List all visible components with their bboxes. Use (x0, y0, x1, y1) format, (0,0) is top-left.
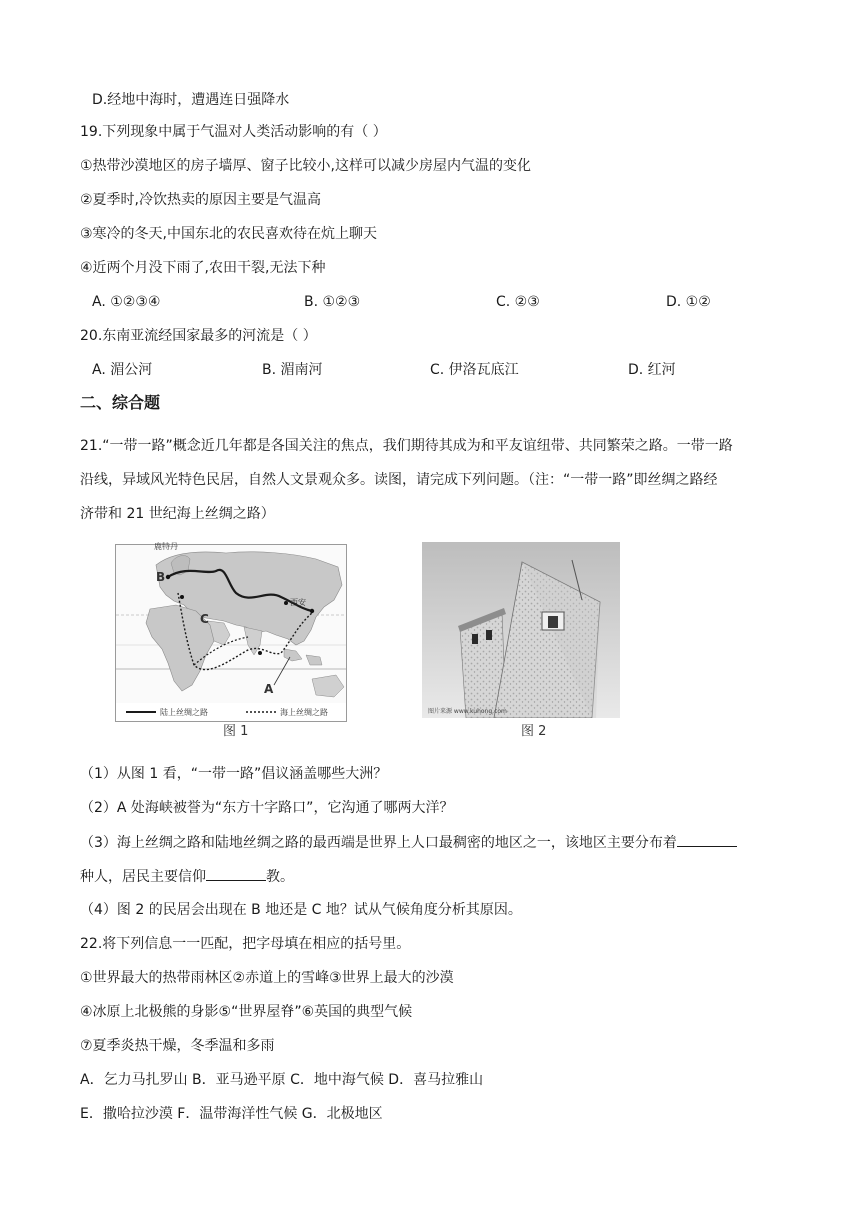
legend-land-route: 陆上丝绸之路 (160, 708, 208, 717)
q19-item-3: ③寒冷的冬天,中国东北的农民喜欢待在炕上聊天 (80, 226, 377, 242)
q21-sub-3-text: （3）海上丝绸之路和陆地丝绸之路的最西端是世界上人口最稠密的地区之一，该地区主要分布着 (80, 835, 677, 851)
q22-choices-line-2: E．撒哈拉沙漠 F．温带海洋性气候 G．北极地区 (80, 1106, 383, 1122)
q19-option-b[interactable]: B. ①②③ (304, 294, 361, 310)
q19-option-d[interactable]: D. ①② (666, 294, 711, 310)
q19-option-c[interactable]: C. ②③ (496, 294, 540, 310)
map-label-rotterdam: 鹿特丹 (154, 542, 178, 551)
figure-2-photo (422, 542, 620, 718)
legend-sea-route: 海上丝绸之路 (280, 708, 328, 717)
q19-item-2: ②夏季时,冷饮热卖的原因主要是气温高 (80, 192, 321, 208)
q22-items-line-1: ①世界最大的热带雨林区②赤道上的雪峰③世界上最大的沙漠 (80, 970, 454, 986)
q20-options (0, 360, 860, 380)
q22-items-line-2: ④冰原上北极熊的身影⑤“世界屋脊”⑥英国的典型气候 (80, 1004, 413, 1020)
q20-option-a[interactable]: A. 湄公河 (92, 362, 153, 378)
q20-option-b[interactable]: B. 湄南河 (262, 362, 323, 378)
q22-items-line-3: ⑦夏季炎热干燥，冬季温和多雨 (80, 1038, 275, 1054)
q20-option-d[interactable]: D. 红河 (628, 362, 676, 378)
q22-stem: 22.将下列信息一一匹配，把字母填在相应的括号里。 (80, 936, 411, 952)
figure-2-caption: 图 2 (521, 724, 547, 739)
answer-blank-religion[interactable] (206, 866, 266, 881)
q21-sub-3-line-1 (80, 832, 737, 853)
dwelling-photo (422, 542, 620, 718)
answer-blank-race[interactable] (677, 832, 737, 847)
q19-item-4: ④近两个月没下雨了,农田干裂,无法下种 (80, 260, 326, 276)
q21-sub-3-race-text: 种人，居民主要信仰 (80, 869, 206, 885)
q19-options (0, 292, 860, 312)
map-label-xian: 西安 (290, 598, 306, 607)
figure-1-caption: 图 1 (223, 724, 249, 739)
q21-sub-2: （2）A 处海峡被誉为“东方十字路口”，它沟通了哪两大洋？ (80, 800, 454, 816)
q22-choices-line-1: A．乞力马扎罗山 B．亚马逊平原 C．地中海气候 D．喜马拉雅山 (80, 1072, 484, 1088)
q21-stem-line-3: 济带和 21 世纪海上丝绸之路） (80, 506, 275, 522)
map-label-a: A (264, 682, 274, 696)
q21-sub-3-line-2 (80, 866, 294, 887)
q20-option-c[interactable]: C. 伊洛瓦底江 (430, 362, 519, 378)
silk-road-map (116, 545, 346, 721)
q21-sub-1: （1）从图 1 看，“一带一路”倡议涵盖哪些大洲？ (80, 766, 388, 782)
q21-sub-4: （4）图 2 的民居会出现在 B 地还是 C 地？试从气候角度分析其原因。 (80, 902, 522, 918)
q21-stem-line-2: 沿线，异域风光特色民居，自然人文景观众多。读图，请完成下列问题。（注：“一带一路”即丝绸之路经 (80, 472, 718, 488)
q18-option-d: D.经地中海时，遭遇连日强降水 (92, 92, 290, 108)
q19-stem: 19.下列现象中属于气温对人类活动影响的有（ ） (80, 124, 387, 140)
map-label-c: C (200, 612, 209, 626)
q20-stem: 20.东南亚流经国家最多的河流是（ ） (80, 328, 317, 344)
q19-item-1: ①热带沙漠地区的房子墙厚、窗子比较小,这样可以减少房屋内气温的变化 (80, 158, 531, 174)
figure-1-map (115, 544, 347, 722)
q19-option-a[interactable]: A. ①②③④ (92, 294, 161, 310)
q21-sub-3-religion-text: 教。 (266, 869, 294, 885)
section-title: 二、综合题 (80, 393, 161, 412)
photo-watermark: 图片来源 www.kuhong.com (428, 708, 507, 715)
q21-stem-line-1: 21.“一带一路”概念近几年都是各国关注的焦点，我们期待其成为和平友谊纽带、共同繁荣之路。一带一路 (80, 438, 733, 454)
map-label-b: B (156, 570, 166, 584)
